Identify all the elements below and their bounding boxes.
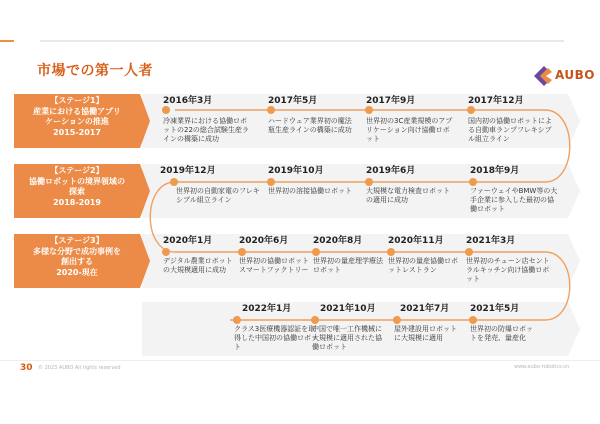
event-desc: クラス3医療機器認証を取得した中国初の協働ロボット [234,325,318,351]
stage-box-2 [14,164,140,218]
corner-accent [0,40,14,42]
timeline-dot [267,178,275,186]
event-desc: 中国で唯一工作機械に大規模に適用された協働ロボット [312,325,382,351]
timeline-dot [469,316,477,324]
timeline-dot [312,248,320,256]
stage-label: 【ステージ1】 [50,96,104,105]
stage-box-3-arrow [140,234,150,288]
footer-url: www.aubo-robotics.cn [514,364,570,370]
stage-label: 【ステージ2】 [50,166,104,175]
stage-box-1 [14,94,140,148]
event-date: 2021年3月 [466,236,516,246]
event-desc: ファーウェイやBMW等の大手企業に参入した最初の協働ロボット [470,187,558,213]
stage-line1: 多様な分野で成功事例を [33,246,121,256]
timeline-dot [365,178,373,186]
stage-line1: 産業における協働アプリ [33,106,121,116]
event-desc: 冷凍業界における協働ロボットの22の総合試験生産ラインの構築に成功 [163,117,249,143]
stage-period: 2015-2017 [53,127,101,137]
page-number: 30 [20,363,33,373]
stage-box-1-arrow [140,94,150,148]
timeline-dot [233,316,241,324]
timeline-band-4-arrow [568,302,580,356]
event-desc: ハードウェア業界初の魔法瓶生産ラインの構築に成功 [268,117,352,134]
event-desc: 世界初の量産理学療法ロボット [313,257,383,274]
event-date: 2021年7月 [400,304,450,314]
timeline-dot [267,106,275,114]
event-date: 2021年5月 [470,304,520,314]
copyright-text: © 2023 AUBO All rights reserved [38,365,121,371]
event-desc: 大規模な電力検査ロボットの適用に成功 [366,187,450,204]
stage-line2: 探索 [69,187,85,196]
event-date: 2022年1月 [242,304,292,314]
event-date: 2020年1月 [163,236,213,246]
timeline-dot [469,178,477,186]
timeline-dot [238,248,246,256]
footer-rule [0,360,600,361]
event-date: 2020年8月 [313,236,363,246]
timeline-band-1-arrow [568,94,580,148]
event-desc: 世界初の協働ロボットスマートファクトリー [239,257,309,274]
event-date: 2017年5月 [268,96,318,106]
event-desc: 国内初の協働ロボットによる自動車ランプフレキシブル組立ライン [468,117,552,143]
stage-label: 【ステージ3】 [50,236,104,245]
stage-box-3 [14,234,140,288]
event-date: 2019年12月 [160,166,216,176]
stage-line1: 協働ロボットの境界領域の [29,176,125,186]
timeline-dot [393,316,401,324]
event-date: 2019年10月 [268,166,324,176]
event-desc: 屋外建設用ロボットに大規模に適用 [394,325,457,342]
event-desc: 世界初の量産協働ロボットレストラン [388,257,458,274]
timeline-dot [162,106,170,114]
event-date: 2016年3月 [163,96,213,106]
timeline-dot [387,248,395,256]
event-desc: 世界初の溶接協働ロボット [268,187,352,195]
event-desc: 世界初の3C産業規模のアプリケーション向け協働ロボット [366,117,453,143]
event-date: 2017年12月 [468,96,524,106]
timeline-band-2-arrow [568,164,580,218]
timeline-dot [365,106,373,114]
timeline-dot [162,248,170,256]
event-date: 2017年9月 [366,96,416,106]
timeline-dot [170,178,178,186]
timeline-dot [465,248,473,256]
stage-line2: 創出する [61,257,93,266]
stage-period: 2020-現在 [56,267,98,277]
logo-text: AUBO [555,68,596,82]
event-date: 2020年11月 [388,236,444,246]
stage-line2: ケーションの推進 [45,117,109,126]
event-date: 2018年9月 [470,166,520,176]
timeline-band-3-arrow [568,234,580,288]
event-date: 2019年6月 [366,166,416,176]
top-rule [40,40,564,42]
event-date: 2020年6月 [239,236,289,246]
timeline-dot [311,316,319,324]
timeline-dot [467,106,475,114]
stage-box-2-arrow [140,164,150,218]
event-date: 2021年10月 [320,304,376,314]
stage-period: 2018-2019 [53,197,101,207]
event-desc: 世界初の防爆ロボットを発売、量産化 [470,325,533,342]
slide-title: 市場での第一人者 [37,63,153,79]
event-desc: デジタル農業ロボットの大規模適用に成功 [163,257,233,274]
event-desc: 世界初の自動家電のフレキシブル組立ライン [176,187,260,204]
event-desc: 世界初のチェーン店セントラルキッチン向け協働ロボット [466,257,550,283]
